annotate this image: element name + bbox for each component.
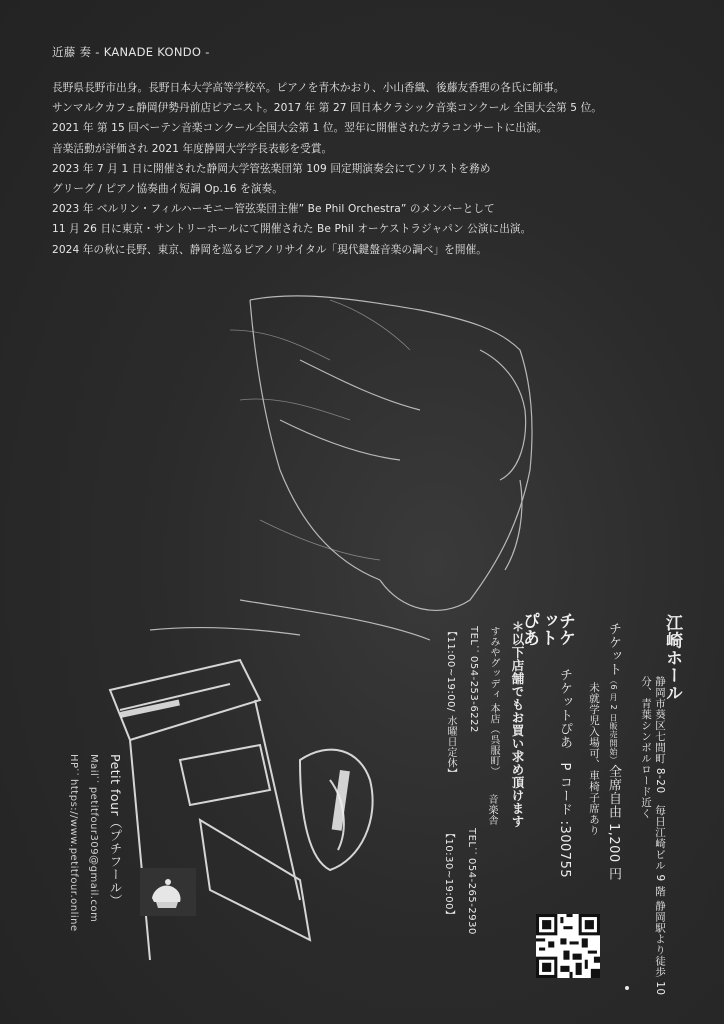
shop2-name: 音楽舎 (486, 794, 497, 826)
shop1-hours: 【11:00~19:00/ 水曜日定休】 (445, 626, 456, 779)
bullet-dot (625, 986, 629, 990)
ticket-label: チケット (606, 622, 621, 676)
qr-code[interactable] (536, 914, 600, 978)
bio-line: サンマルクカフェ静岡伊勢丹前店ピアニスト。2017 年 第 27 回日本クラシック音楽コンクール 全国大会第 5 位。 (52, 102, 602, 115)
shop1-tel: TEL：054-253-6222 (468, 626, 479, 733)
ticket-pia-code: チケットぴあ P コード :300755 (557, 668, 572, 879)
bio-line: 2024 年の秋に長野、東京、静岡を巡るピアノリサイタル「現代鍵盤音楽の調べ」を開催。 (52, 243, 487, 256)
organizer-name: Petit four（プチフール） (108, 754, 123, 908)
ticket-sale-note: （6 月 2 日販売開始） (609, 676, 618, 765)
shops-note: ＊以下店舗でもお買い求め頂けます (510, 620, 525, 828)
shop1-name: すみやグッディ 本店（呉服町） (488, 626, 499, 777)
ticket-price: 全席自由 1,200 円 (606, 764, 621, 881)
bio-line: 長野県長野市出身。長野日本大学高等学校卒。ピアノを青木かおり、小山香織、後藤友香理の各氏に師事。 (52, 82, 565, 94)
organizer-mail[interactable]: Mail：petitfour309@gmail.com (88, 754, 99, 923)
organizer-homepage[interactable]: HP：https://www.petitfour.online (68, 754, 79, 932)
bio-line: 2023 年 ベルリン・フィルハーモニー管弦楽団主催” Be Phil Orchestra” のメンバーとして (52, 203, 495, 216)
bio-line: 2021 年 第 15 回ベーテン音楽コンクール全国大会第 1 位。翌年に開催されたガラコンサートに出演。 (52, 122, 548, 135)
bio-line: 2023 年 7 月 1 日に開催された静岡大学管弦楽団第 109 回定期演奏会にてソリストを務め (52, 162, 491, 175)
ticket-info (604, 622, 623, 881)
biography (52, 44, 692, 260)
performer-name: 近藤 奏 - KANADE KONDO - (52, 45, 210, 59)
bio-line: 11 月 26 日に東京・サントリーホールにて開催された Be Phil オーケストラジャパン 公演に出演。 (52, 223, 532, 236)
venue-title: 江崎ホール (662, 614, 682, 702)
ticket-pia-logo: チケットぴあ (519, 612, 575, 646)
bio-line: 音楽活動が評価され 2021 年度静岡大学学長表彰を受賞。 (52, 142, 333, 155)
bio-line: グリーグ / ピアノ協奏曲イ短調 Op.16 を演奏。 (52, 183, 283, 196)
venue-address: 静岡市葵区七間町 8-20 毎日江崎ビル 9 階 静岡駅より徒歩 10 分、青葉シンボルロード近く (640, 676, 666, 996)
petit-four-logo (140, 868, 196, 916)
shop2-tel: TEL：054-265-2930 (466, 828, 477, 935)
shop2-hours: 【10:30~19:00】 (443, 828, 454, 921)
ticket-student-note: 未就学児入場可、車椅子席あり (588, 682, 600, 836)
